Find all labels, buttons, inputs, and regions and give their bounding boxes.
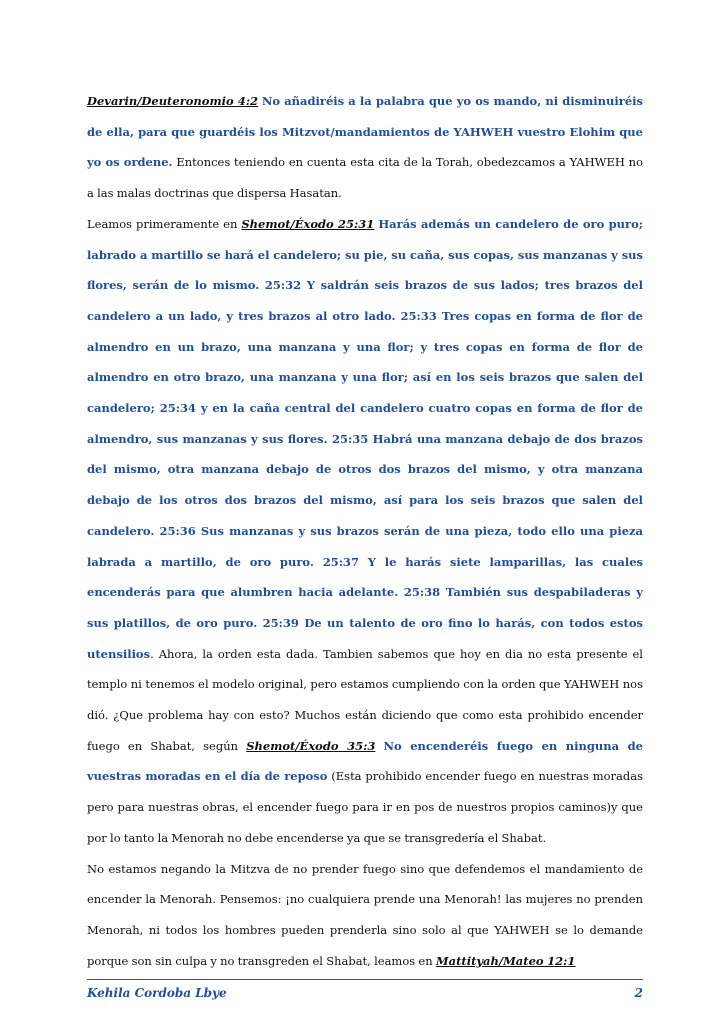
scripture-quote: No encenderéis fuego en ninguna de vuestras moradas en el día de reposo (87, 738, 643, 784)
body-text-run (375, 739, 383, 753)
body-text-run: . Ahora, la orden esta dada. Tambien sabemos que hoy en dia no esta presente el templo ni tenemos el modelo original, pero estamos cumpliendo con la orden que YAHWEH nos dió. ¿Que problema hay con esto? Muchos están diciendo que como esta prohibido encender fuego en Shabat, según (87, 646, 643, 753)
scripture-quote: No añadiréis a la palabra que yo os mando, ni disminuiréis de ella, para que guardéis los Mitzvot/mandamientos de YAHWEH vuestro Elohim que yo os ordene. (87, 94, 643, 170)
body-text-run: (Esta prohibido encender fuego en nuestras moradas pero para nuestras obras, el encender fuego para ir en pos de nuestros propios caminos)y que por lo tanto la Menorah no debe encenderse ya que se transgredería el Shabat. (87, 769, 644, 845)
scripture-reference: Mattityah/Mateo 12:1 (435, 953, 576, 968)
scripture-reference: Devarin/Deuteronomio 4:2 (87, 94, 259, 108)
scripture-reference: Shemot/Éxodo 25:31 (241, 216, 375, 231)
page-footer (87, 979, 643, 1000)
body-text-run: Entonces teniendo en cuenta esta cita de la Torah, obedezcamos a YAHWEH no a las malas doctrinas que dispersa Hasatan. (87, 155, 643, 201)
scripture-quote: Harás además un candelero de oro puro; labrado a martillo se hará el candelero; su pie, su caña, sus copas, sus manzanas y sus flores, serán de lo mismo. 25:32 Y saldrán seis brazos de sus lados; tres brazos del candelero a un lado, y tres brazos al otro lado. 25:33 Tres copas en forma de flor de almendro en un brazo, una manzana y una flor; y tres copas en forma de flor de almendro en otro brazo, una manzana y una flor; así en los seis brazos que salen del candelero; 25:34 y en la caña central del candelero cuatro copas en forma de flor de almendro, sus manzanas y sus flores. 25:35 Habrá una manzana debajo de dos brazos del mismo, otra manzana debajo de otros dos brazos del mismo, y otra manzana debajo de los otros dos brazos del mismo, así para los seis brazos que salen del candelero. 25:36 Sus manzanas y sus brazos serán de una pieza, todo ello una pieza labrada a martillo, de oro puro. 25:37 Y le harás siete lamparillas, las cuales encenderás para que alumbren hacia adelante. 25:38 También sus despabiladeras y sus platillos, de oro puro. 25:39 De un talento de oro fino lo harás, con todos estos utensilios (87, 216, 643, 661)
footer-title: Kehila Cordoba Lbye (87, 986, 227, 1000)
body-text-run: Leamos primeramente en (87, 216, 242, 231)
paragraph (87, 86, 643, 209)
paragraph (87, 854, 643, 977)
scripture-reference: Shemot/Éxodo 35:3 (246, 738, 376, 753)
paragraph (87, 209, 643, 854)
body-text-run: No estamos negando la Mitzva de no prender fuego sino que defendemos el mandamiento de encender la Menorah. Pensemos: ¡no cualquiera prende una Menorah! las mujeres no prenden Menorah, ni todos los hombres pueden prenderla sino solo al que YAHWEH se lo demande porque son sin culpa y no transgreden el Shabat, leamos en (87, 861, 643, 968)
page-body (87, 86, 643, 976)
page-number: 2 (634, 986, 643, 1000)
